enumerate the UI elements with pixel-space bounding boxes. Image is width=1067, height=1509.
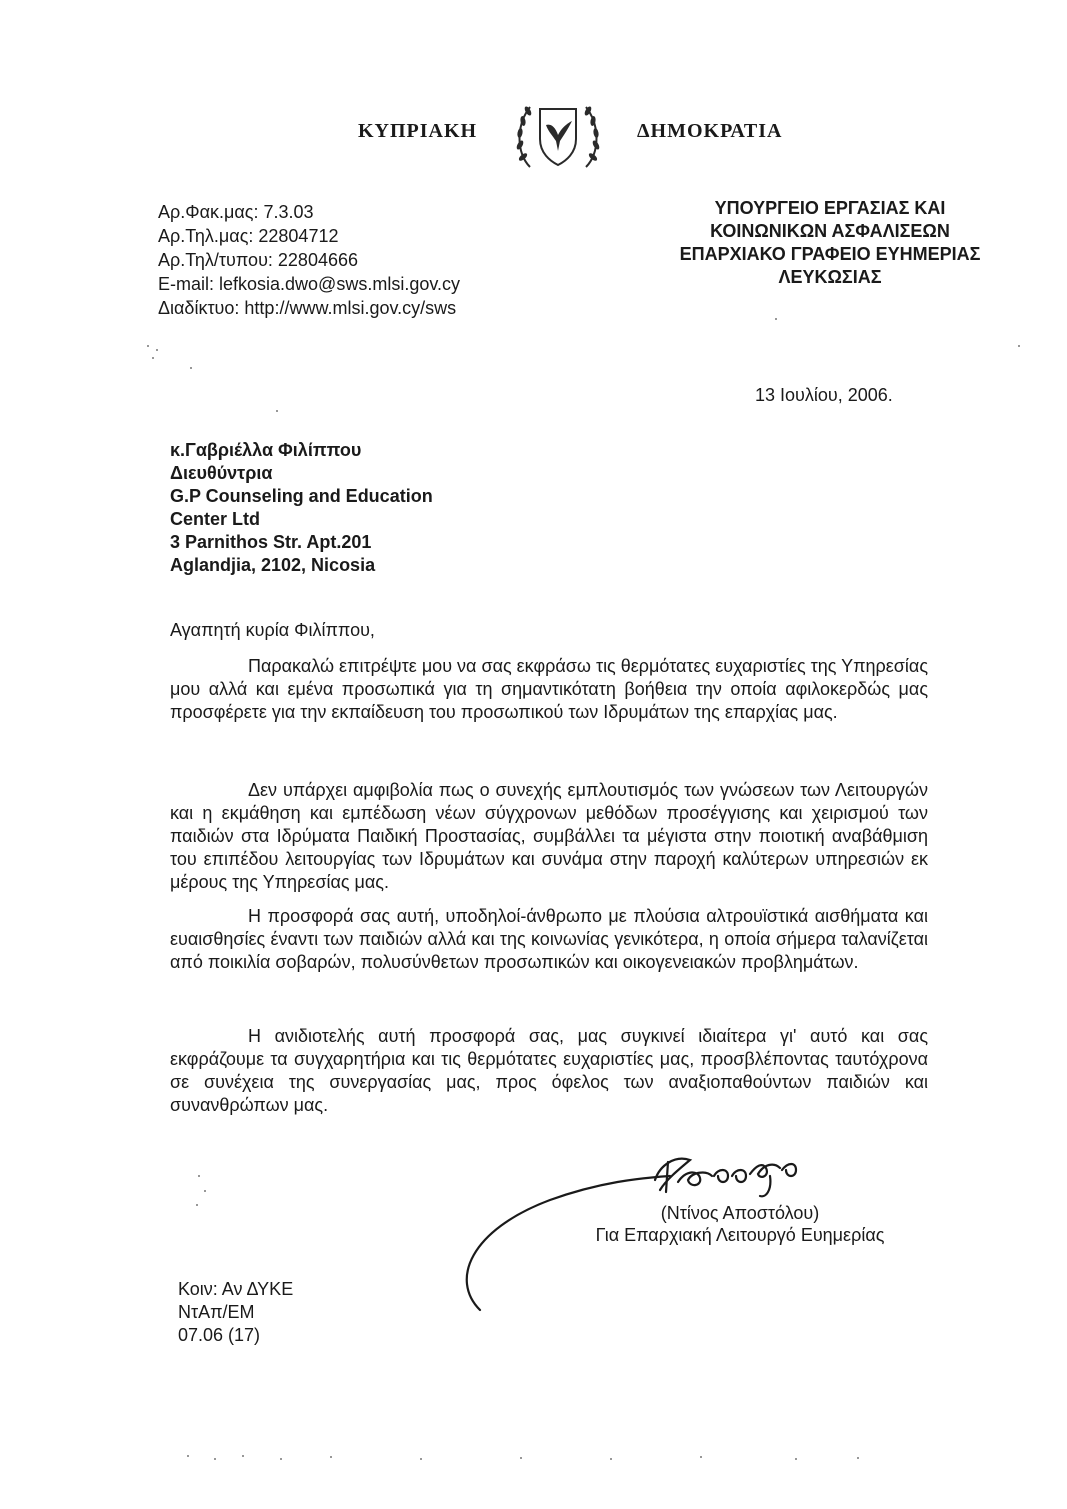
ministry-line-3: ΕΠΑΡΧΙΑΚΟ ΓΡΑΦΕΙΟ ΕΥΗΜΕΡΙΑΣ: [679, 244, 981, 264]
phone-number: Αρ.Τηλ.μας: 22804712: [158, 226, 339, 246]
cc-line-2: ΝτΑπ/ΕΜ: [178, 1302, 255, 1322]
recipient-name: κ.Γαβριέλλα Φιλίππου: [170, 440, 362, 460]
reference-block: [158, 200, 460, 320]
body-paragraph-3: Η προσφορά σας αυτή, υποδηλοί-άνθρωπο με πλούσια αλτρουϊστικά αισθήματα και ευαισθησίες έναντι των παιδιών αλλά και της κοινωνίας γενικότερα, η οποία σήμερα ταλανίζεται από ποικιλία σοβαρών, πολυσύνθετων προσωπικών και οικογενειακών προβλημάτων.: [170, 906, 928, 972]
ministry-block: [630, 197, 1030, 289]
recipient-org-line-2: Center Ltd: [170, 509, 260, 529]
fax-number: Αρ.Τηλ/τυπου: 22804666: [158, 250, 358, 270]
cc-line-3: 07.06 (17): [178, 1325, 261, 1345]
recipient-role: Διευθύντρια: [170, 463, 273, 483]
signatory-title: Για Επαρχιακή Λειτουργό Ευημερίας: [595, 1225, 885, 1245]
salutation: Αγαπητή κυρία Φιλίππου,: [170, 620, 375, 640]
letterhead-left-word: ΚΥΠΡΙΑΚΗ: [358, 120, 478, 142]
email-address: E-mail: lefkosia.dwo@sws.mlsi.gov.cy: [158, 274, 461, 294]
coat-of-arms-icon: [510, 95, 606, 175]
ministry-line-4: ΛΕΥΚΩΣΙΑΣ: [778, 267, 882, 287]
cc-block: [178, 1278, 293, 1347]
cc-line-1: Κοιν: Αν ΔΥΚΕ: [178, 1279, 294, 1299]
recipient-org-line-1: G.P Counseling and Education: [170, 486, 433, 506]
letter-date: 13 Ιουλίου, 2006.: [755, 385, 893, 405]
signatory-name: (Ντίνος Αποστόλου): [660, 1203, 820, 1223]
body-paragraph-4: Η ανιδιοτελής αυτή προσφορά σας, μας συγκινεί ιδιαίτερα γι' αυτό και σας εκφράζουμε τα συγχαρητήρια και τις θερμότατες ευχαριστίες μας, προσβλέποντας ταυτόχρονα σε συνέχεια της συνεργασίας μας, προς όφελος των αναξιοπαθούντων παιδιών και συνανθρώπων μας.: [170, 1026, 928, 1115]
body-paragraph-2: Δεν υπάρχει αμφιβολία πως ο συνεχής εμπλουτισμός των γνώσεων των Λειτουργών και η εκμάθηση και εμπέδωση νέων σύγχρονων μεθόδων προσέγγισης και χειρισμού των παιδιών στα Ιδρύματα Παιδική Προστασίας, συμβάλλει τα μέγιστα στην ποιοτική αναβάθμιση του επιπέδου λειτουργίας των Ιδρυμάτων και συνάμα στην παροχή καλύτερων υπηρεσιών εκ μέρους της Υπηρεσίας μας.: [170, 780, 928, 892]
recipient-block: [170, 439, 433, 577]
letterhead-right-word: ΔΗΜΟΚΡΑΤΙΑ: [637, 120, 783, 142]
ministry-line-2: ΚΟΙΝΩΝΙΚΩΝ ΑΣΦΑΛΙΣΕΩΝ: [710, 221, 950, 241]
file-number: Αρ.Φακ.μας: 7.3.03: [158, 202, 314, 222]
recipient-street: 3 Parnithos Str. Apt.201: [170, 532, 372, 552]
ministry-line-1: ΥΠΟΥΡΓΕΙΟ ΕΡΓΑΣΙΑΣ ΚΑΙ: [714, 198, 946, 218]
recipient-city: Aglandjia, 2102, Nicosia: [170, 555, 376, 575]
body-paragraph-1: Παρακαλώ επιτρέψτε μου να σας εκφράσω τις θερμότατες ευχαριστίες της Υπηρεσίας μου αλλά και εμένα προσωπικά για τη σημαντικότατη βοήθεια την οποία αφιλοκερδώς μας προσφέρετε για την εκπαίδευση του προσωπικού των Ιδρυμάτων της επαρχίας μας.: [170, 656, 928, 722]
website-address: Διαδίκτυο: http://www.mlsi.gov.cy/sws: [158, 298, 457, 318]
